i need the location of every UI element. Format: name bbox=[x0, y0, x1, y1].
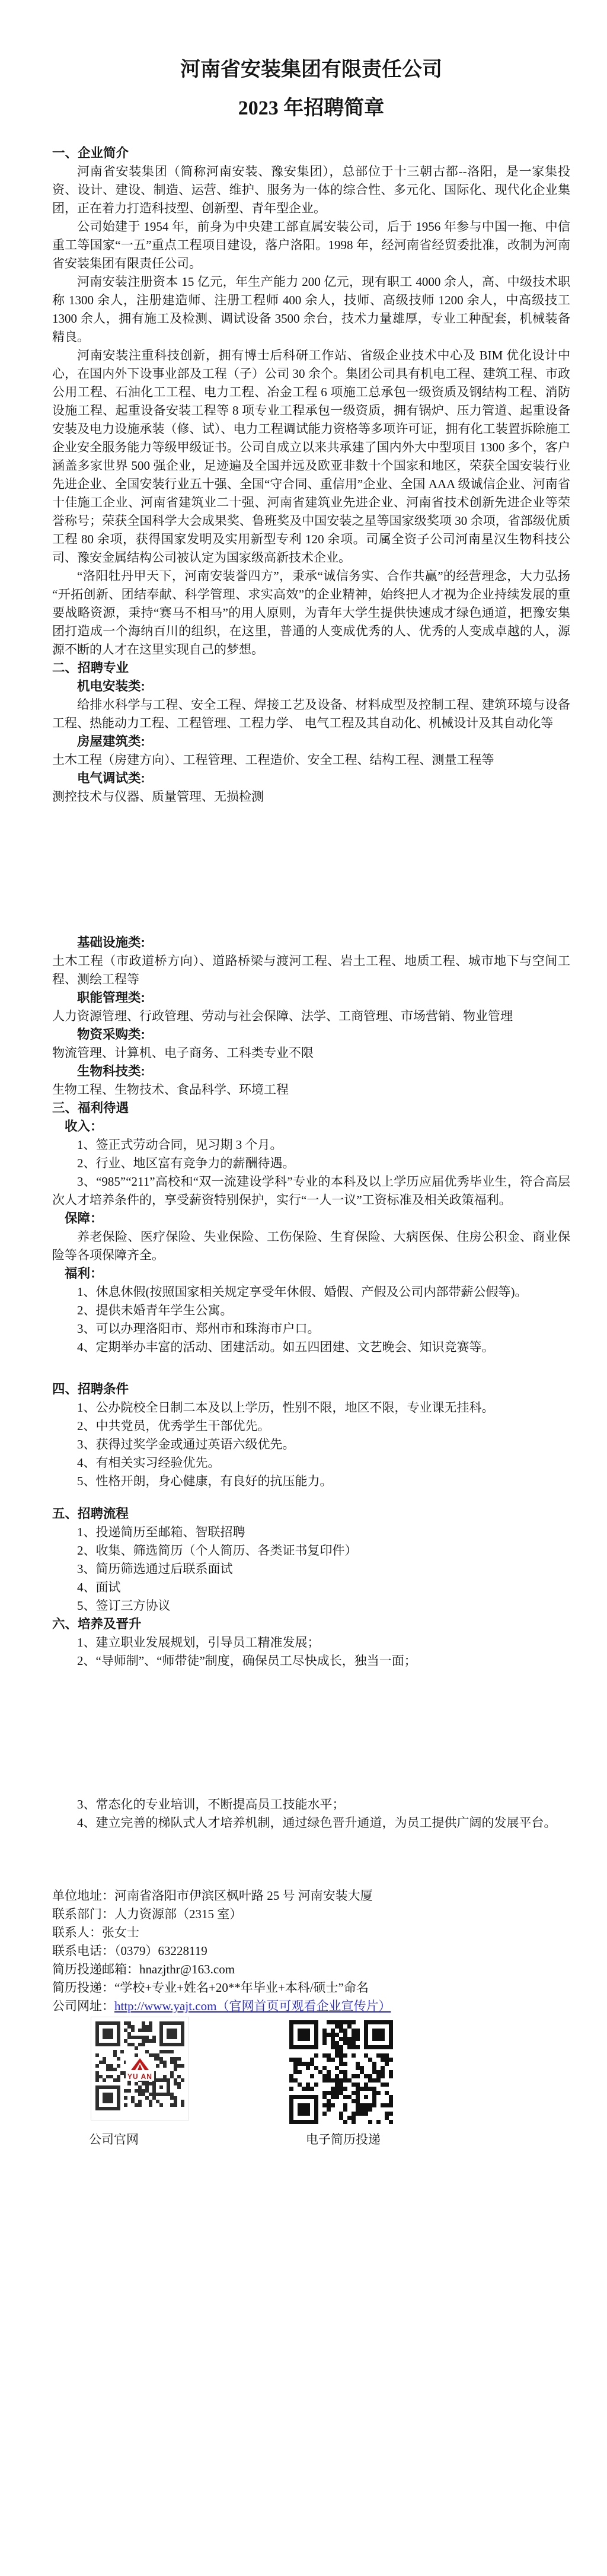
profile-paragraph: 河南安装注册资本 15 亿元，年生产能力 200 亿元，现有职工 4000 余人，高、中级技术职称 1300 余人，注册建造师、注册工程师 400 余人，技师、高级技师 1200 余人，中高级技工 1300 余人，拥有施工及检测、调试设备 3500 余台，技术力量雄厚，专业工种配套，机械装备精良。 bbox=[52, 275, 570, 344]
company-website-link[interactable]: http://www.yajt.com（官网首页可观看企业宣传片） bbox=[114, 1999, 391, 2013]
training-item: 2、“导师制”、“师带徒”制度，确保员工尽快成长，独当一面； bbox=[77, 1654, 417, 1668]
contact-department: 联系部门：人力资源部（2315 室） bbox=[52, 1907, 242, 1921]
qr-code-resume-submission bbox=[289, 2020, 393, 2129]
requirement-item: 2、中共党员，优秀学生干部优先。 bbox=[77, 1419, 270, 1433]
vertical-spacer bbox=[52, 1832, 570, 1887]
training-item: 3、常态化的专业培训，不断提高员工技能水平； bbox=[77, 1797, 345, 1811]
requirement-item: 3、获得过奖学金或通过英语六级优先。 bbox=[77, 1437, 295, 1451]
section-heading-training-promotion: 六、培养及晋升 bbox=[52, 1617, 142, 1631]
requirement-item: 4、有相关实习经验优先。 bbox=[77, 1456, 221, 1470]
profile-paragraph: 公司始建于 1954 年，前身为中央建工部直属安装公司，后于 1956 年参与中国一拖、中信重工等国家“一五”重点工程项目建设，落户洛阳。1998 年，经河南省经贸委批准，改制为河南省安装集团有限责任公司。 bbox=[52, 219, 570, 270]
section-heading-recruitment-majors: 二、招聘专业 bbox=[52, 661, 129, 675]
income-item: 2、行业、地区富有竞争力的薪酬待遇。 bbox=[77, 1156, 295, 1170]
process-item: 2、收集、筛选简历（个人简历、各类证书复印件） bbox=[77, 1543, 357, 1558]
qr-label-company-website: 公司官网 bbox=[89, 2132, 139, 2147]
contact-address: 单位地址：河南省洛阳市伊滨区枫叶路 25 号 河南安装大厦 bbox=[52, 1889, 373, 1903]
process-item: 4、面试 bbox=[77, 1580, 121, 1594]
yuan-logo-text: YU AN bbox=[127, 2072, 152, 2081]
website-label: 公司网址： bbox=[52, 1999, 114, 2013]
major-group-content: 人力资源管理、行政管理、劳动与社会保障、法学、工商管理、市场营销、物业管理 bbox=[52, 1009, 513, 1023]
qr-label-resume-submission: 电子简历投递 bbox=[306, 2132, 381, 2147]
training-item: 1、建立职业发展规划，引导员工精准发展； bbox=[77, 1635, 320, 1650]
major-group-label-functional-management: 职能管理类: bbox=[77, 991, 145, 1005]
contact-website-line bbox=[52, 1997, 570, 2015]
yuan-logo bbox=[126, 2057, 154, 2081]
page-title: 河南省安装集团有限责任公司 bbox=[180, 59, 442, 81]
major-group-content: 测控技术与仪器、质量管理、无损检测 bbox=[52, 789, 264, 804]
training-item: 4、建立完善的梯队式人才培养机制，通过绿色晋升通道，为员工提供广阔的发展平台。 bbox=[77, 1816, 557, 1830]
security-content: 养老保险、医疗保险、失业保险、工伤保险、生育保险、大病医保、住房公积金、商业保险等各项保障齐全。 bbox=[52, 1230, 570, 1262]
vertical-spacer bbox=[52, 1670, 570, 1795]
profile-paragraph: “洛阳牡丹甲天下，河南安装誉四方”，秉承“诚信务实、合作共赢”的经营理念，大力弘扬“开拓创新、团结奉献、科学管理、求实高效”的企业精神，始终把人才视为企业持续发展的重要战略资源，秉持“赛马不相马”的用人原则，为青年大学生提供快速成才绿色通道，把豫安集团打造成一个海纳百川的组织，在这里，普通的人变成优秀的人、优秀的人变成卓越的人，源源不断的人才在这里实现自己的梦想。 bbox=[52, 569, 570, 657]
process-item: 1、投递简历至邮箱、智联招聘 bbox=[77, 1525, 245, 1539]
welfare-item: 1、休息休假(按照国家相关规定享受年休假、婚假、产假及公司内部带薪公假等)。 bbox=[77, 1285, 528, 1299]
yuan-logo-icon bbox=[131, 2058, 149, 2070]
qr-code-row bbox=[52, 2017, 570, 2123]
major-group-label-building-construction: 房屋建筑类: bbox=[77, 734, 145, 749]
major-group-content: 土木工程（市政道桥方向）、道路桥梁与渡河工程、岩土工程、地质工程、城市地下与空间工程、测绘工程等 bbox=[52, 954, 570, 986]
vertical-spacer bbox=[52, 806, 570, 934]
section-heading-benefits: 三、福利待遇 bbox=[52, 1101, 129, 1115]
major-group-content: 给排水科学与工程、安全工程、焊接工艺及设备、材料成型及控制工程、建筑环境与设备工程、热能动力工程、工程管理、工程力学、 电气工程及其自动化、机械设计及其自动化等 bbox=[52, 698, 570, 730]
major-group-label-mechanical-electrical: 机电安装类: bbox=[77, 679, 145, 693]
profile-paragraph: 河南省安装集团（简称河南安装、豫安集团），总部位于十三朝古都--洛阳，是一家集投资、设计、建设、制造、运营、维护、服务为一体的综合性、多元化、国际化、现代化企业集团，正在着力打造科技型、创新型、青年型企业。 bbox=[52, 164, 570, 215]
major-group-label-materials-procurement: 物资采购类: bbox=[77, 1027, 145, 1042]
page-subtitle: 2023 年招聘简章 bbox=[238, 97, 385, 119]
benefits-welfare-label: 福利： bbox=[65, 1266, 103, 1281]
section-heading-requirements: 四、招聘条件 bbox=[52, 1382, 129, 1396]
income-item: 3、“985”“211”高校和“双一流建设学科”专业的本科及以上学历应届优秀毕业生，符合高层次人才培养条件的，享受薪资特别保护，实行“一人一议”工资标准及相关政策福利。 bbox=[52, 1174, 570, 1207]
welfare-item: 4、定期举办丰富的活动、团建活动。如五四团建、文艺晚会、知识竞赛等。 bbox=[77, 1340, 494, 1354]
major-group-label-biotech: 生物科技类: bbox=[77, 1064, 145, 1078]
major-group-content: 土木工程（房建方向）、工程管理、工程造价、安全工程、结构工程、测量工程等 bbox=[52, 753, 494, 767]
major-group-label-electrical-commissioning: 电气调试类: bbox=[77, 771, 145, 785]
profile-paragraph: 河南安装注重科技创新，拥有博士后科研工作站、省级企业技术中心及 BIM 优化设计中心，在国内外下设事业部及工程（子）公司 30 余个。集团公司具有机电工程、建筑工程、市政公用工程、石油化工工程、电力工程、冶金工程 6 项施工总承包一级资质及钢结构工程、消防设施工程、起重设备安装工程等 8 项专业工程承包一级资质，拥有锅炉、压力管道、起重设备安装及电力设施承装（修、试）、电力工程调试能力资格等多项许可证，拥有化工装置拆除施工企业安全服务能力等级甲级证书。公司自成立以来共承建了国内外大中型项目 1300 多个，客户涵盖多家世界 500 强企业，足迹遍及全国并远及欧亚非数十个国家和地区，荣获全国安装行业先进企业、全国安装行业五十强、全国“守合同、重信用”企业、全国 AAA 级诚信企业、河南省十佳施工企业、河南省建筑业二十强、河南省建筑业先进企业、河南省技术创新先进企业等荣誉称号；荣获全国科学大会成果奖、鲁班奖及中国安装之星等国家级奖项 30 余项，省部级优质工程 80 余项，获得国家发明及实用新型专利 120 余项。司属全资子公司河南星汉生物科技公司、豫安金属结构公司被认定为国家级高新技术企业。 bbox=[52, 348, 570, 565]
contact-person: 联系人：张女士 bbox=[52, 1925, 139, 1940]
income-item: 1、签正式劳动合同，见习期 3 个月。 bbox=[77, 1138, 283, 1152]
benefits-income-label: 收入： bbox=[65, 1119, 103, 1133]
welfare-item: 3、可以办理洛阳市、郑州市和珠海市户口。 bbox=[77, 1322, 320, 1336]
contact-resume-naming: 简历投递：“学校+专业+姓名+20**年毕业+本科/硕士”命名 bbox=[52, 1980, 369, 1995]
major-group-content: 物流管理、计算机、电子商务、工科类专业不限 bbox=[52, 1046, 314, 1060]
qr-code-labels bbox=[52, 2131, 570, 2149]
benefits-security-label: 保障： bbox=[65, 1211, 103, 1225]
process-item: 5、签订三方协议 bbox=[77, 1599, 171, 1613]
requirement-item: 5、性格开朗，身心健康，有良好的抗压能力。 bbox=[77, 1474, 333, 1488]
section-heading-company-profile: 一、企业简介 bbox=[52, 146, 129, 160]
contact-phone: 联系电话：（0379）63228119 bbox=[52, 1944, 207, 1958]
welfare-item: 2、提供未婚青年学生公寓。 bbox=[77, 1303, 233, 1317]
section-heading-process: 五、招聘流程 bbox=[52, 1507, 129, 1521]
qr-code-company-website bbox=[91, 2017, 189, 2120]
process-item: 3、简历筛选通过后联系面试 bbox=[77, 1562, 233, 1576]
contact-email: 简历投递邮箱：hnazjthr@163.com bbox=[52, 1962, 235, 1976]
major-group-label-infrastructure: 基础设施类: bbox=[77, 935, 145, 950]
major-group-content: 生物工程、生物技术、食品科学、环境工程 bbox=[52, 1082, 289, 1097]
requirement-item: 1、公办院校全日制二本及以上学历，性别不限，地区不限，专业课无挂科。 bbox=[77, 1400, 494, 1415]
